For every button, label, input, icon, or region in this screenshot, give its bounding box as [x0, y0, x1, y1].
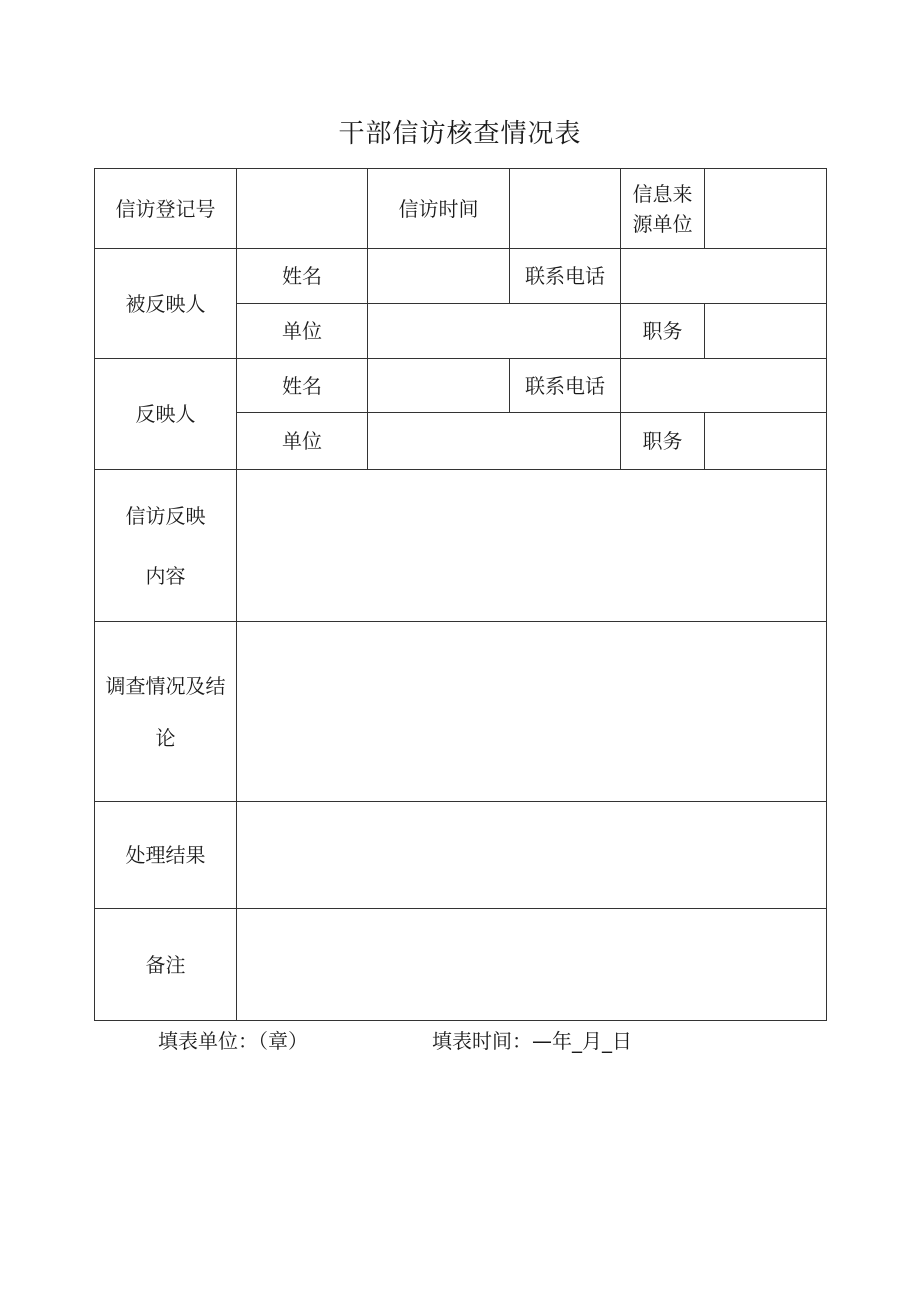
row-accused-name — [95, 249, 827, 304]
reporter-unit-cell[interactable] — [368, 413, 621, 470]
row-result — [95, 802, 827, 909]
row-investigation — [95, 622, 827, 802]
row-content — [95, 470, 827, 622]
row-remarks — [95, 909, 827, 1021]
visit-time-cell[interactable] — [510, 169, 621, 249]
accused-unit-label: 单位 — [237, 304, 368, 359]
content-label — [95, 470, 237, 622]
reporter-name-label: 姓名 — [237, 359, 368, 413]
accused-phone-label: 联系电话 — [510, 249, 621, 304]
row-reporter-name — [95, 359, 827, 413]
info-source-label — [621, 169, 705, 249]
remarks-label: 备注 — [95, 909, 237, 1021]
content-label-line1: 信访反映 — [125, 503, 206, 528]
footer-fill-date: 填表时间：—年_月_日 — [432, 1029, 632, 1053]
investigation-label — [95, 622, 237, 802]
content-label-text — [126, 486, 206, 606]
row-register — [95, 169, 827, 249]
info-source-cell[interactable] — [705, 169, 827, 249]
accused-position-cell[interactable] — [705, 304, 827, 359]
reporter-group-label: 反映人 — [95, 359, 237, 470]
info-source-label-text: 信息来源单位 — [632, 181, 693, 236]
reporter-name-cell[interactable] — [368, 359, 510, 413]
accused-name-label: 姓名 — [237, 249, 368, 304]
reporter-phone-label: 联系电话 — [510, 359, 621, 413]
footer-fill-unit: 填表单位：（章） — [158, 1029, 308, 1053]
accused-position-label: 职务 — [621, 304, 705, 359]
accused-unit-cell[interactable] — [368, 304, 621, 359]
investigation-label-line1: 调查情况及结 — [105, 673, 226, 698]
result-label: 处理结果 — [95, 802, 237, 909]
content-label-line2: 内容 — [145, 563, 186, 588]
accused-name-cell[interactable] — [368, 249, 510, 304]
accused-group-label: 被反映人 — [95, 249, 237, 359]
register-no-cell[interactable] — [237, 169, 368, 249]
investigation-label-text — [106, 660, 226, 764]
reporter-position-label: 职务 — [621, 413, 705, 470]
content-cell[interactable] — [237, 470, 827, 622]
investigation-cell[interactable] — [237, 622, 827, 802]
investigation-label-line2: 论 — [155, 725, 176, 750]
accused-phone-cell[interactable] — [621, 249, 827, 304]
form-title: 干部信访核查情况表 — [338, 119, 582, 149]
reporter-position-cell[interactable] — [705, 413, 827, 470]
register-no-label: 信访登记号 — [95, 169, 237, 249]
remarks-cell[interactable] — [237, 909, 827, 1021]
result-cell[interactable] — [237, 802, 827, 909]
petition-check-table — [94, 168, 827, 1021]
visit-time-label: 信访时间 — [368, 169, 510, 249]
reporter-phone-cell[interactable] — [621, 359, 827, 413]
reporter-unit-label: 单位 — [237, 413, 368, 470]
